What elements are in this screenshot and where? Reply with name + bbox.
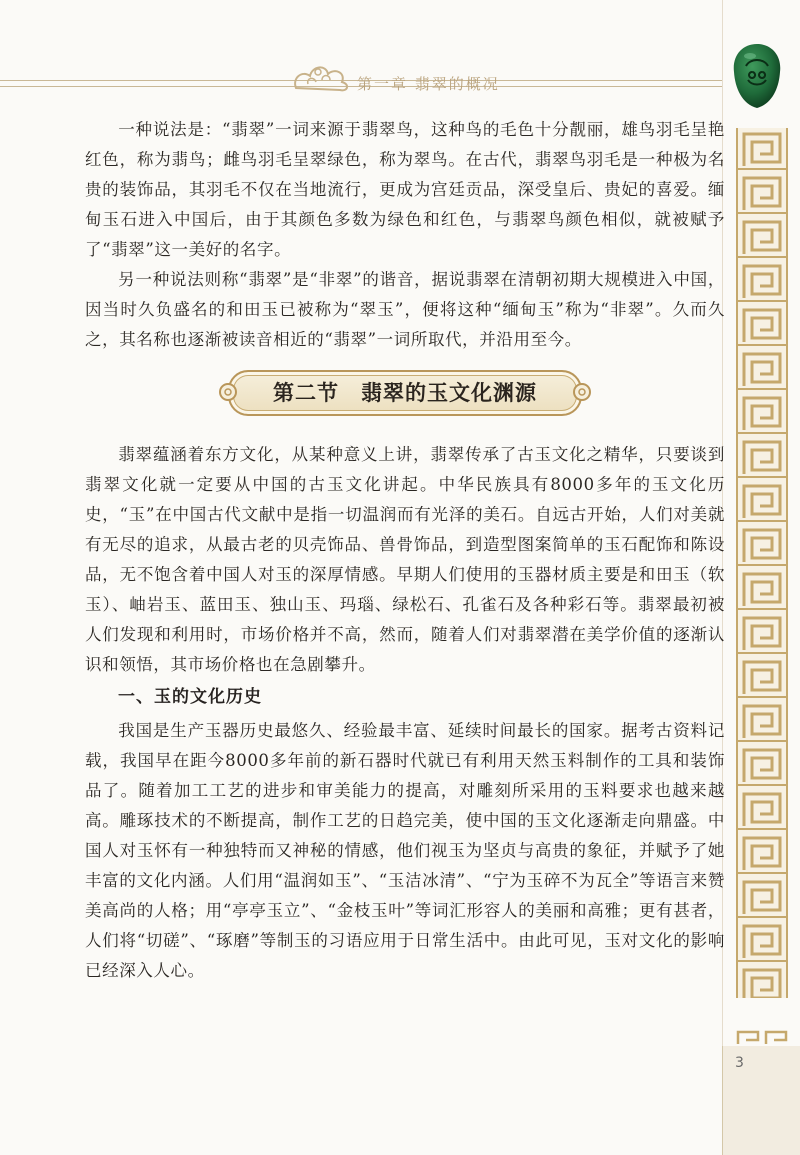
meander-border-cap: [736, 1030, 788, 1046]
section-heading-banner: [228, 370, 582, 416]
jade-pendant-icon: [728, 40, 786, 116]
section-title: 第二节 翡翠的玉文化渊源: [273, 381, 537, 405]
paragraph-text: 我国是生产玉器历史最悠久、经验最丰富、延续时间最长的国家。据考古资料记载，我国早在距今8000多年前的新石器时代就已有利用天然玉料制作的工具和装饰品了。随着加工工艺的进步和审美能力的提高，对雕刻所采用的玉料要求也越来越高。雕琢技术的不断提高，制作工艺的日趋完美，使中国的玉文化逐渐走向鼎盛。中国人对玉怀有一种独特而又神秘的情感，他们视玉为坚贞与高贵的象征，并赋予了她丰富的文化内涵。人们用“温润如玉”、“玉洁冰清”、“宁为玉碎不为瓦全”等语言来赞美高尚的人格；用“亭亭玉立”、“金枝玉叶”等词汇形容人的美丽和高雅；更有甚者，人们将“切磋”、“琢磨”等制玉的习语应用于日常生活中。由此可见，玉对文化的影响已经深入人心。: [85, 721, 725, 980]
banner-scroll-icon: [572, 382, 592, 402]
paragraph-text: 翡翠蕴涵着东方文化，从某种意义上讲，翡翠传承了古玉文化之精华，只要谈到翡翠文化就一定要从中国的古玉文化讲起。中华民族具有8000多年的玉文化历史，“玉”在中国古代文献中是指一切温润而有光泽的美石。自远古开始，人们对美就有无尽的追求，从最古老的贝壳饰品、兽骨饰品，到造型图案简单的玉石配饰和陈设品，无不饱含着中国人对玉的深厚情感。早期人们使用的玉器材质主要是和田玉（软玉）、岫岩玉、蓝田玉、独山玉、玛瑙、绿松石、孔雀石及各种彩石等。翡翠最初被人们发现和利用时，市场价格并不高，然而，随着人们对翡翠潜在美学价值的逐渐认识和领悟，其市场价格也在急剧攀升。: [85, 445, 725, 674]
paragraph-feicui-bird-origin: [85, 115, 725, 265]
page-number-tab: [722, 1046, 800, 1155]
subsection-heading: 一、玉的文化历史: [118, 687, 262, 707]
cloud-scroll-ornament-icon: [290, 60, 354, 98]
chapter-running-title: 第一章 翡翠的概况: [357, 75, 500, 93]
paragraph-text: 另一种说法则称“翡翠”是“非翠”的谐音，据说翡翠在清朝初期大规模进入中国，因当时久负盛名的和田玉已被称为“翠玉”，便将这种“缅甸玉”称为“非翠”。久而久之，其名称也逐渐被读音相近的“翡翠”一词所取代，并沿用至今。: [85, 270, 725, 349]
paragraph-jade-culture-origins: [85, 440, 725, 680]
paragraph-jade-culture-history: [85, 716, 725, 986]
paragraph-feicui-homophone: [85, 265, 725, 355]
greek-key-meander-border: [736, 128, 788, 998]
page-number: 3: [735, 1055, 744, 1071]
paragraph-text: 一种说法是：“翡翠”一词来源于翡翠鸟，这种鸟的毛色十分靓丽，雄鸟羽毛呈艳红色，称为翡鸟；雌鸟羽毛呈翠绿色，称为翠鸟。在古代，翡翠鸟羽毛是一种极为名贵的装饰品，其羽毛不仅在当地流行，更成为宫廷贡品，深受皇后、贵妃的喜爱。缅甸玉石进入中国后，由于其颜色多数为绿色和红色，与翡翠鸟颜色相似，就被赋予了“翡翠”这一美好的名字。: [85, 120, 725, 259]
